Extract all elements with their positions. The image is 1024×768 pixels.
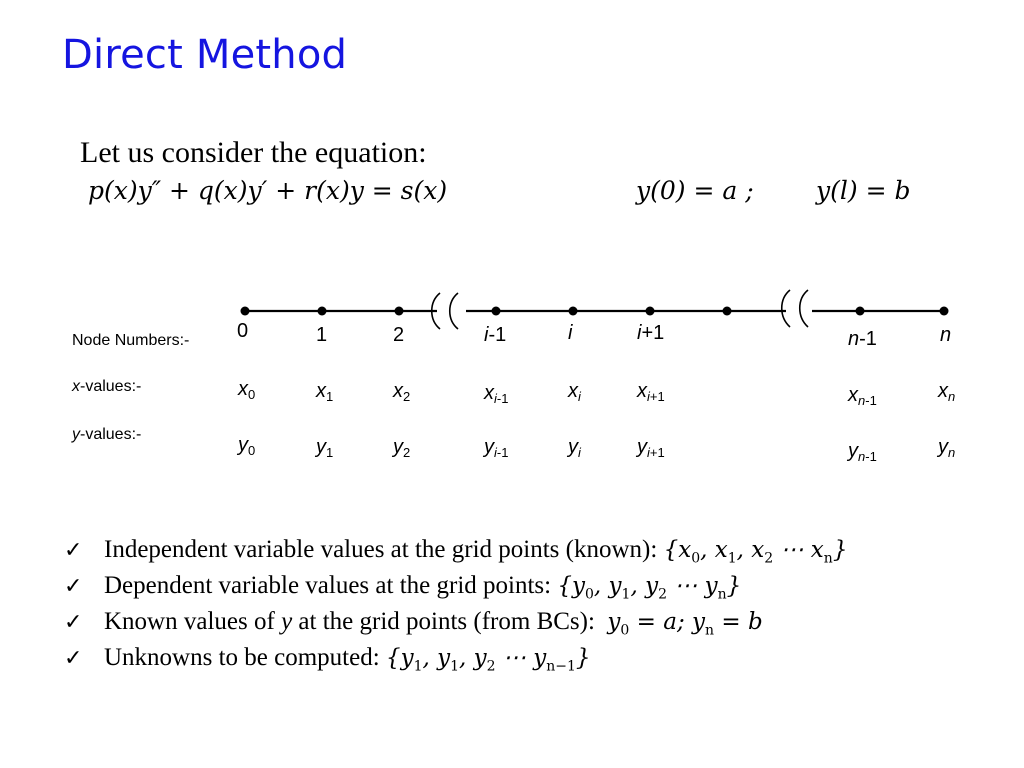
y-value: $y_n$ [938,436,956,460]
grid-point [241,307,250,316]
node-label: i-1 [484,324,507,346]
boundary-condition-1: y(0) = a ; [636,176,754,205]
node-label: n-1 [848,328,877,350]
node-label: n [940,324,952,346]
checkmark-icon: ✓ [64,574,83,599]
node-label: i [568,322,573,344]
grid-point [395,307,404,316]
x-value: $x_0$ [238,378,256,402]
grid-point [318,307,327,316]
boundary-condition-2: y(l) = b [816,176,911,205]
unknowns-set: {$y_1$, $y_1$, $y_2$ ⋯ $y_{n-1}$} [385,645,591,675]
grid-point [492,307,501,316]
bc-values: $y_0 = a$; $y_n = b$ [607,609,763,639]
node-label: 1 [316,324,328,346]
grid-point [856,307,865,316]
grid-point [723,307,732,316]
y-value: $y_1$ [316,436,334,460]
list-item: ✓ Known values of y at the grid points (from BCs): $y_0 = a$; $y_n = b$ [64,608,763,639]
bullet-list [64,536,847,680]
y-value: $y_{n-1}$ [848,440,877,464]
x-values-label: x-values:- [72,378,142,395]
x-set: {$x_0$, $x_1$, $x_2$ ⋯ $x_n$} [663,537,848,567]
x-value: $x_2$ [393,380,411,404]
grid-point [569,307,578,316]
x-value: $x_i$ [568,380,581,404]
intro-text: Let us consider the equation: [80,136,427,169]
node-label: 2 [393,324,405,346]
checkmark-icon: ✓ [64,538,83,563]
slide-title: Direct Method [62,32,348,78]
grid-point [940,307,949,316]
checkmark-icon: ✓ [64,646,83,671]
ode-equation: p(x)y″ + q(x)y′ + r(x)y = s(x) [88,176,448,205]
y-values-label: y-values:- [72,426,142,443]
y-set: {$y_0$, $y_1$, $y_2$ ⋯ $y_n$} [557,573,742,603]
y-value: $y_{i+1}$ [637,436,665,460]
checkmark-icon: ✓ [64,610,83,635]
node-label: 0 [237,320,249,342]
list-item: ✓ Unknowns to be computed: {$y_1$, $y_1$, $y_2$ ⋯ $y_{n-1}$} [64,644,591,675]
list-item: ✓ Dependent variable values at the grid points: {$y_0$, $y_1$, $y_2$ ⋯ $y_n$} [64,572,742,603]
y-value: $y_0$ [238,434,256,458]
y-value: $y_2$ [393,436,411,460]
y-value: $y_{i-1}$ [484,436,509,460]
node-label: i+1 [637,322,665,344]
grid-point [646,307,655,316]
y-value: $y_i$ [568,436,581,460]
x-value: $x_1$ [316,380,334,404]
x-value: $x_{i-1}$ [484,382,509,406]
x-value: $x_{n-1}$ [848,384,877,408]
x-value: $x_{i+1}$ [637,380,665,404]
x-value: $x_n$ [938,380,956,404]
list-item: ✓ Independent variable values at the grid points (known): {$x_0$, $x_1$, $x_2$ ⋯ $x_n$} [64,536,848,567]
node-numbers-label: Node Numbers:- [72,332,190,349]
